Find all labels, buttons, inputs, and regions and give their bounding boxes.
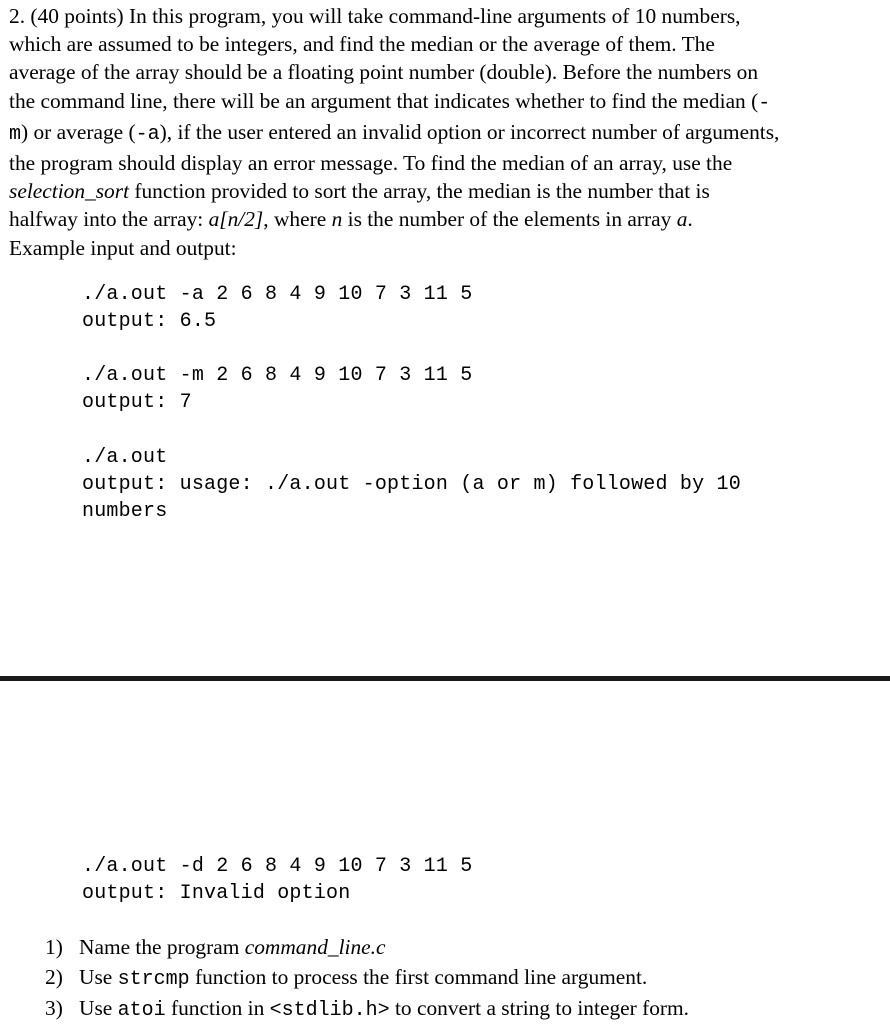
statement-line bbox=[9, 30, 885, 58]
statement-line bbox=[9, 177, 885, 205]
text-run: 2. (40 points) In this program, you will take command-line arguments of 10 numbers, bbox=[9, 4, 741, 28]
statement-line bbox=[9, 2, 885, 30]
text-run: the command line, there will be an argument that indicates whether to find the median ( bbox=[9, 88, 759, 113]
example-output: output: usage: ./a.out -option (a or m) followed by 10 bbox=[82, 473, 741, 497]
example-output: output: 7 bbox=[82, 391, 192, 415]
text-run: ) or average ( bbox=[21, 119, 136, 144]
text-run: Name the program bbox=[79, 935, 245, 959]
requirement-number: 3) bbox=[45, 996, 63, 1020]
example-command: ./a.out bbox=[82, 446, 168, 469]
example-median bbox=[82, 362, 472, 416]
text-run: function provided to sort the array, the median is the number that is bbox=[129, 179, 710, 204]
text-run: function to process the first command line argument. bbox=[189, 964, 648, 989]
requirement-number: 1) bbox=[45, 935, 63, 959]
italic-term: selection_sort bbox=[9, 179, 130, 204]
requirement-item bbox=[45, 994, 689, 1026]
text-run: halfway into the array: bbox=[9, 207, 209, 232]
text-run: , where bbox=[263, 207, 332, 232]
example-average bbox=[82, 281, 472, 335]
text-run: to convert a string to integer form. bbox=[389, 996, 690, 1020]
text-run: . bbox=[687, 207, 693, 232]
statement-line bbox=[9, 205, 885, 233]
statement-line bbox=[9, 87, 885, 118]
italic-term: a[n/2] bbox=[208, 207, 264, 232]
inline-code: atoi bbox=[117, 999, 166, 1022]
text-run: function in bbox=[165, 996, 270, 1020]
inline-code: - bbox=[758, 91, 771, 115]
inline-code: <stdlib.h> bbox=[269, 999, 390, 1022]
text-run: ), if the user entered an invalid option or incorrect number of arguments, bbox=[159, 119, 780, 144]
problem-statement bbox=[9, 2, 885, 262]
statement-line bbox=[9, 234, 885, 262]
text-run: the program should display an error message. To find the median of an array, use the bbox=[9, 151, 733, 176]
statement-line bbox=[9, 149, 885, 177]
inline-code: strcmp bbox=[117, 967, 190, 991]
italic-term: command_line.c bbox=[244, 935, 386, 959]
text-run: average of the array should be a floating point number (double). Before the numbers on bbox=[9, 60, 759, 85]
example-command: ./a.out -a 2 6 8 4 9 10 7 3 11 5 bbox=[82, 283, 473, 306]
example-output: output: 6.5 bbox=[82, 310, 217, 334]
example-command: ./a.out -d 2 6 8 4 9 10 7 3 11 5 bbox=[82, 855, 473, 878]
requirement-item bbox=[45, 963, 689, 995]
requirements-list bbox=[45, 933, 689, 1026]
inline-code: -a bbox=[135, 122, 160, 146]
example-command: ./a.out -m 2 6 8 4 9 10 7 3 11 5 bbox=[82, 364, 473, 387]
inline-code: m bbox=[9, 122, 22, 146]
italic-term: n bbox=[331, 207, 343, 232]
example-invalid-option bbox=[82, 853, 472, 907]
text-run: Use bbox=[79, 964, 118, 989]
italic-term: a bbox=[676, 207, 688, 232]
requirement-number: 2) bbox=[45, 964, 63, 989]
text-run: Example input and output: bbox=[9, 235, 237, 260]
example-output: numbers bbox=[82, 500, 168, 524]
text-run: is the number of the elements in array bbox=[342, 207, 677, 232]
requirement-item bbox=[45, 933, 689, 963]
example-output: output: Invalid option bbox=[82, 882, 351, 906]
text-run: Use bbox=[79, 996, 118, 1020]
example-usage bbox=[82, 444, 741, 526]
text-run: which are assumed to be integers, and find the median or the average of them. The bbox=[9, 32, 715, 57]
statement-line bbox=[9, 58, 885, 86]
statement-line bbox=[9, 118, 885, 149]
section-divider bbox=[0, 676, 890, 681]
